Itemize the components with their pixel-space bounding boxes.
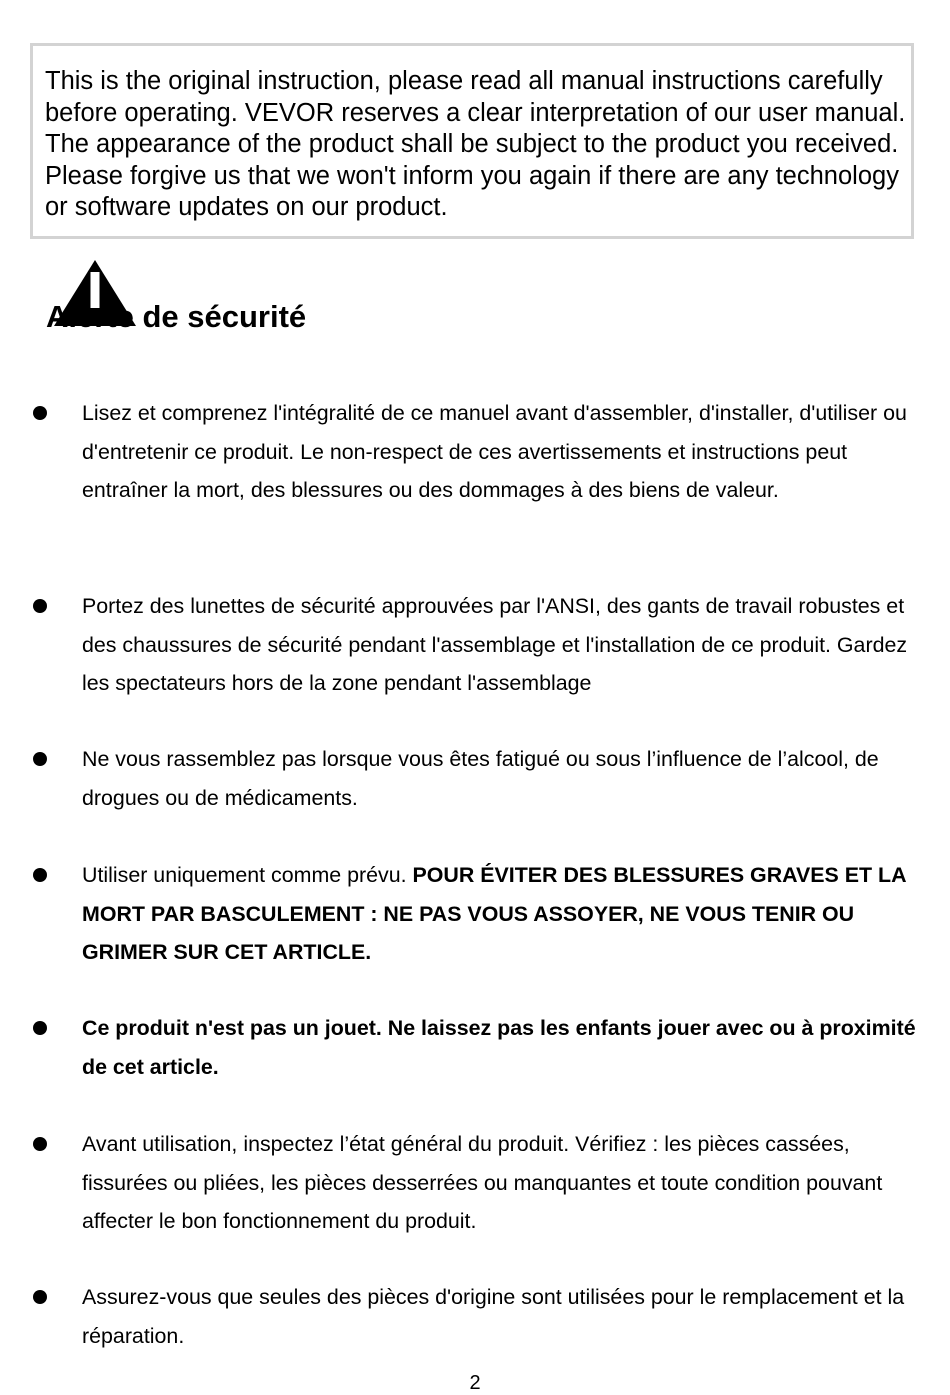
safety-item-2: Portez des lunettes de sécurité approuvées par l'ANSI, des gants de travail robustes et des chaussures de sécurité pendant l'assemblage et l'installation de ce produit. Gardez les spectateurs hors de la zone pendant l'assemblage — [82, 594, 908, 695]
safety-item-4-text: Utiliser uniquement comme prévu. — [82, 863, 413, 887]
page-number: 2 — [469, 1372, 481, 1394]
safety-item-5: Ce produit n'est pas un jouet. Ne laissez pas les enfants jouer avec ou à proximité de cet article. — [82, 1016, 916, 1079]
safety-item-4 — [82, 856, 932, 972]
bullet-4 — [33, 868, 47, 882]
bullet-6 — [33, 1137, 47, 1151]
bullet-5 — [33, 1021, 47, 1035]
safety-item-6: Avant utilisation, inspectez l’état général du produit. Vérifiez : les pièces cassées, fissurées ou pliées, les pièces desserrées ou manquantes et toute condition pouvant affecter le bon fonctionnement du produit. — [82, 1132, 883, 1233]
safety-item-7: Assurez-vous que seules des pièces d'origine sont utilisées pour le remplacement et la réparation. — [82, 1285, 905, 1348]
section-title: Alerte de sécurité — [46, 299, 307, 334]
safety-item-1: Lisez et comprenez l'intégralité de ce manuel avant d'assembler, d'installer, d'utiliser ou d'entretenir ce produit. Le non-respect de ces avertissements et instructions peut entraîner la mort, des blessures ou des dommages à des biens de valeur. — [82, 401, 907, 502]
notice-text: This is the original instruction, please read all manual instructions carefully before operating. VEVOR reserves a clear interpretation of our user manual. The appearance of the product shall be subject to the product you received. Please forgive us that we won't inform you again if there are any technology or software updates on our product. — [45, 67, 906, 221]
notice-box — [30, 43, 914, 239]
bullet-1 — [33, 406, 47, 420]
bullet-2 — [33, 599, 47, 613]
safety-item-4-emphasis: POUR ÉVITER DES BLESSURES GRAVES ET LA MORT PAR BASCULEMENT : NE PAS VOUS ASSOYER, NE VOUS TENIR OU GRIMER SUR CET ARTICLE. — [82, 863, 906, 964]
bullet-3 — [33, 752, 47, 766]
bullet-7 — [33, 1290, 47, 1304]
safety-item-3: Ne vous rassemblez pas lorsque vous êtes fatigué ou sous l’influence de l’alcool, de drogues ou de médicaments. — [82, 747, 879, 810]
